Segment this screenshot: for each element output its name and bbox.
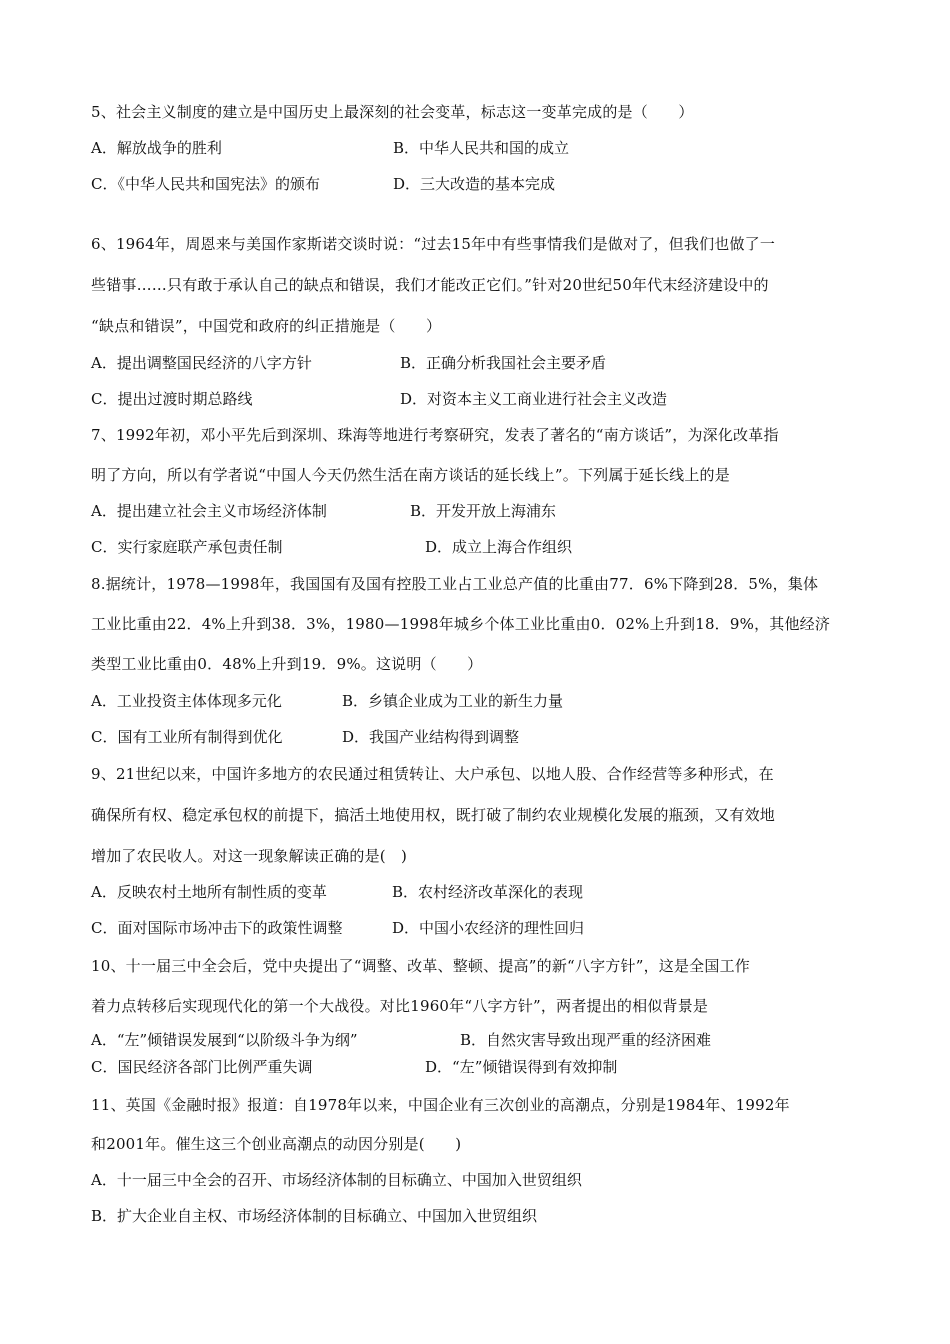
q10-option-b: B．自然灾害导致出现严重的经济困难 (460, 1031, 712, 1049)
question-10-line-2: 着力点转移后实现现代化的第一个大战役。对比1960年“八字方针”，两者提出的相似背景是 (91, 997, 709, 1015)
q5-option-b: B．中华人民共和国的成立 (393, 139, 570, 157)
q9-option-d: D．中国小农经济的理性回归 (392, 919, 585, 937)
question-8-line-1: 8.据统计，1978—1998年，我国国有及国有控股工业占工业总产值的比重由77．6%下降到28．5%，集体 (91, 575, 819, 593)
q6-option-b: B．正确分析我国社会主要矛盾 (400, 354, 607, 372)
q10-option-c: C．国民经济各部门比例严重失调 (91, 1058, 313, 1076)
question-7-line-2: 明了方向，所以有学者说“中国人今天仍然生活在南方谈话的延长线上”。下列属于延长线上的是 (91, 466, 730, 484)
question-6-line-3: “缺点和错误”，中国党和政府的纠正措施是（ ） (91, 317, 442, 335)
question-9-line-2: 确保所有权、稳定承包权的前提下，搞活土地使用权，既打破了制约农业规模化发展的瓶颈，又有效地 (91, 806, 776, 824)
question-10-line-1: 10、十一届三中全会后，党中央提出了“调整、改革、整顿、提高”的新“八字方针”，这是全国工作 (91, 957, 750, 975)
q8-option-c: C．国有工业所有制得到优化 (91, 728, 283, 746)
q11-option-a: A．十一届三中全会的召开、市场经济体制的目标确立、中国加入世贸组织 (91, 1171, 582, 1189)
q7-option-b: B．开发开放上海浦东 (410, 502, 557, 520)
question-11-line-1: 11、英国《金融时报》报道：自1978年以来，中国企业有三次创业的高潮点，分别是1984年、1992年 (91, 1096, 790, 1114)
question-6-line-2: 些错事……只有敢于承认自己的缺点和错误，我们才能改正它们。”针对20世纪50年代末经济建设中的 (91, 276, 769, 294)
question-8-line-2: 工业比重由22．4%上升到38．3%，1980—1998年城乡个体工业比重由0．02%上升到18．9%，其他经济 (91, 615, 831, 633)
q8-option-d: D．我国产业结构得到调整 (342, 728, 520, 746)
question-9-line-3: 增加了农民收人。对这一现象解读正确的是( ) (91, 847, 408, 865)
question-8-line-3: 类型工业比重由0．48%上升到19．9%。这说明（ ） (91, 655, 483, 673)
q11-option-b: B．扩大企业自主权、市场经济体制的目标确立、中国加入世贸组织 (91, 1207, 538, 1225)
q8-option-a: A．工业投资主体体现多元化 (91, 692, 282, 710)
q5-option-c: C．《中华人民共和国宪法》的颁布 (91, 175, 320, 193)
q9-option-c: C．面对国际市场冲击下的政策性调整 (91, 919, 343, 937)
q8-option-b: B．乡镇企业成为工业的新生力量 (342, 692, 564, 710)
q6-option-d: D．对资本主义工商业进行社会主义改造 (400, 390, 668, 408)
q5-option-d: D．三大改造的基本完成 (393, 175, 556, 193)
question-6-line-1: 6、1964年，周恩来与美国作家斯诺交谈时说：“过去15年中有些事情我们是做对了，但我们也做了一 (91, 235, 776, 253)
q7-option-c: C．实行家庭联产承包责任制 (91, 538, 283, 556)
q10-option-a: A．“左”倾错误发展到“以阶级斗争为纲” (91, 1031, 358, 1049)
question-5-line-1: 5、社会主义制度的建立是中国历史上最深刻的社会变革，标志这一变革完成的是（ ） (91, 103, 694, 121)
q9-option-a: A．反映农村土地所有制性质的变革 (91, 883, 327, 901)
q7-option-a: A．提出建立社会主义市场经济体制 (91, 502, 327, 520)
q6-option-c: C．提出过渡时期总路线 (91, 390, 253, 408)
question-9-line-1: 9、21世纪以来，中国许多地方的农民通过租赁转让、大户承包、以地人股、合作经营等多种形式，在 (91, 765, 774, 783)
question-11-line-2: 和2001年。催生这三个创业高潮点的动因分别是( ) (91, 1135, 462, 1153)
question-7-line-1: 7、1992年初，邓小平先后到深圳、珠海等地进行考察研究，发表了著名的“南方谈话”，为深化改革指 (91, 426, 779, 444)
q6-option-a: A．提出调整国民经济的八字方针 (91, 354, 312, 372)
q7-option-d: D．成立上海合作组织 (425, 538, 573, 556)
q9-option-b: B．农村经济改革深化的表现 (392, 883, 584, 901)
q10-option-d: D．“左”倾错误得到有效抑制 (425, 1058, 618, 1076)
q5-option-a: A．解放战争的胜利 (91, 139, 222, 157)
